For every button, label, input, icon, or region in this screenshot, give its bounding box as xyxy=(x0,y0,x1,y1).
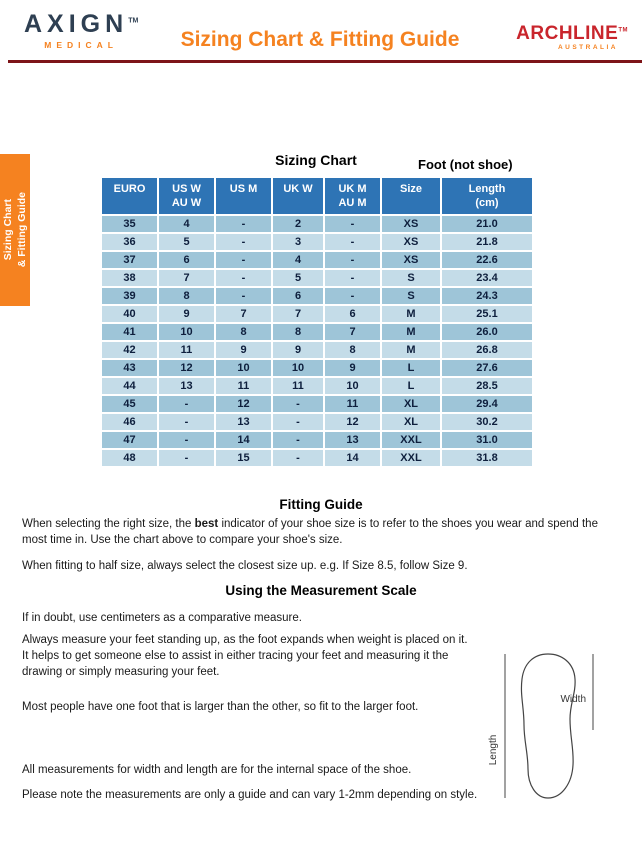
table-row xyxy=(101,359,533,377)
table-cell: - xyxy=(324,287,381,305)
table-cell: 47 xyxy=(101,431,158,449)
table-cell: 29.4 xyxy=(441,395,533,413)
side-tab xyxy=(0,154,30,306)
table-cell: 7 xyxy=(324,323,381,341)
table-cell: M xyxy=(381,305,441,323)
archline-wordmark: ARCHLINE xyxy=(516,23,619,44)
foot-measurement-diagram xyxy=(488,650,608,802)
table-row xyxy=(101,377,533,395)
table-cell: 36 xyxy=(101,233,158,251)
table-cell: 11 xyxy=(324,395,381,413)
axign-trademark: TM xyxy=(128,17,139,25)
column-header: Size xyxy=(381,177,441,215)
table-cell: - xyxy=(324,233,381,251)
table-cell: 11 xyxy=(272,377,324,395)
table-row xyxy=(101,449,533,467)
p1-bold-word: best xyxy=(194,518,219,530)
table-row xyxy=(101,341,533,359)
table-cell: - xyxy=(272,449,324,467)
side-tab-line-1: Sizing Chart xyxy=(1,199,14,261)
table-cell: 13 xyxy=(215,413,272,431)
table-cell: 22.6 xyxy=(441,251,533,269)
table-cell: - xyxy=(215,233,272,251)
column-header: Length (cm) xyxy=(441,177,533,215)
side-tab-label xyxy=(1,192,29,267)
measurement-paragraph-2: Always measure your feet standing up, as the foot expands when weight is placed on it. It helps to get someone else to assist in either tracing your feet and measuring it the drawing or simply measuring your feet. xyxy=(22,634,468,679)
table-cell: 42 xyxy=(101,341,158,359)
column-header: US M xyxy=(215,177,272,215)
table-cell: 27.6 xyxy=(441,359,533,377)
table-cell: 8 xyxy=(158,287,215,305)
table-cell: S xyxy=(381,287,441,305)
table-cell: 10 xyxy=(272,359,324,377)
table-cell: 31.0 xyxy=(441,431,533,449)
table-cell: 41 xyxy=(101,323,158,341)
table-row xyxy=(101,233,533,251)
archline-logo-subtext: AUSTRALIA xyxy=(557,44,618,51)
table-cell: XS xyxy=(381,251,441,269)
table-cell: - xyxy=(272,395,324,413)
sizing-table-header xyxy=(101,177,533,215)
p1-text-after: indicator of your shoe size is to refer to the shoes you wear and spend the most time in. Use the chart above to compare your shoe's size. xyxy=(22,518,598,547)
table-cell: 12 xyxy=(158,359,215,377)
table-cell: 8 xyxy=(272,323,324,341)
foot-not-shoe-note: Foot (not shoe) xyxy=(418,157,513,172)
table-cell: - xyxy=(215,251,272,269)
table-cell: 2 xyxy=(272,215,324,233)
table-cell: 9 xyxy=(272,341,324,359)
table-row xyxy=(101,251,533,269)
table-cell: 23.4 xyxy=(441,269,533,287)
table-cell: - xyxy=(324,269,381,287)
column-header: UK W xyxy=(272,177,324,215)
table-cell: 12 xyxy=(215,395,272,413)
table-cell: - xyxy=(272,431,324,449)
table-cell: 8 xyxy=(324,341,381,359)
table-cell: 45 xyxy=(101,395,158,413)
measurement-paragraph-5: Please note the measurements are only a guide and can vary 1-2mm depending on style. xyxy=(22,789,478,801)
table-cell: XS xyxy=(381,215,441,233)
table-cell: 7 xyxy=(272,305,324,323)
table-row xyxy=(101,287,533,305)
table-cell: 24.3 xyxy=(441,287,533,305)
table-cell: 38 xyxy=(101,269,158,287)
page-title: Sizing Chart & Fitting Guide xyxy=(180,28,460,51)
table-cell: - xyxy=(324,251,381,269)
side-tab-line-2: & Fitting Guide xyxy=(16,192,28,268)
table-cell: 9 xyxy=(324,359,381,377)
table-cell: - xyxy=(158,431,215,449)
table-cell: - xyxy=(158,449,215,467)
table-cell: 7 xyxy=(158,269,215,287)
axign-wordmark: AXIGN xyxy=(24,10,129,38)
table-cell: 21.8 xyxy=(441,233,533,251)
table-cell: 11 xyxy=(158,341,215,359)
measurement-paragraph-4: All measurements for width and length are for the internal space of the shoe. xyxy=(22,764,412,776)
fitting-guide-paragraph-1 xyxy=(22,516,622,548)
table-cell: - xyxy=(215,215,272,233)
table-cell: 15 xyxy=(215,449,272,467)
table-cell: - xyxy=(158,395,215,413)
axign-logo-subtext: MEDICAL xyxy=(44,40,119,50)
fitting-guide-paragraph-2: When fitting to half size, always select the closest size up. e.g. If Size 8.5, follow Size 9. xyxy=(22,560,468,572)
header-divider xyxy=(8,60,642,63)
archline-logo xyxy=(516,24,628,51)
table-cell: 43 xyxy=(101,359,158,377)
table-cell: XL xyxy=(381,413,441,431)
table-cell: 13 xyxy=(158,377,215,395)
sizing-table-body xyxy=(101,215,533,467)
table-cell: XS xyxy=(381,233,441,251)
archline-trademark: TM xyxy=(618,27,628,34)
table-cell: - xyxy=(324,215,381,233)
foot-outline xyxy=(521,654,575,798)
table-cell: L xyxy=(381,359,441,377)
table-cell: 5 xyxy=(158,233,215,251)
table-cell: 37 xyxy=(101,251,158,269)
foot-diagram-svg xyxy=(488,650,608,802)
table-cell: M xyxy=(381,323,441,341)
table-cell: 10 xyxy=(158,323,215,341)
table-cell: 48 xyxy=(101,449,158,467)
table-cell: - xyxy=(215,269,272,287)
table-cell: 25.1 xyxy=(441,305,533,323)
column-header: UK M AU M xyxy=(324,177,381,215)
width-label: Width xyxy=(560,694,586,705)
table-cell: 35 xyxy=(101,215,158,233)
table-cell: - xyxy=(215,287,272,305)
table-cell: 14 xyxy=(215,431,272,449)
table-cell: 6 xyxy=(324,305,381,323)
table-cell: 5 xyxy=(272,269,324,287)
table-cell: 31.8 xyxy=(441,449,533,467)
table-cell: 14 xyxy=(324,449,381,467)
table-cell: 11 xyxy=(215,377,272,395)
table-cell: 3 xyxy=(272,233,324,251)
column-header: EURO xyxy=(101,177,158,215)
table-cell: 4 xyxy=(158,215,215,233)
table-row xyxy=(101,413,533,431)
table-cell: 6 xyxy=(272,287,324,305)
table-cell: 39 xyxy=(101,287,158,305)
table-row xyxy=(101,305,533,323)
column-header: US W AU W xyxy=(158,177,215,215)
table-cell: 6 xyxy=(158,251,215,269)
table-row xyxy=(101,215,533,233)
table-cell: 46 xyxy=(101,413,158,431)
sizing-chart-title: Sizing Chart xyxy=(275,152,357,168)
table-row xyxy=(101,431,533,449)
table-row xyxy=(101,269,533,287)
table-cell: 26.0 xyxy=(441,323,533,341)
axign-logo-text xyxy=(24,12,138,37)
fitting-guide-title: Fitting Guide xyxy=(279,497,363,512)
table-row xyxy=(101,395,533,413)
p1-text-before: When selecting the right size, the xyxy=(22,518,195,530)
table-cell: 9 xyxy=(215,341,272,359)
table-cell: L xyxy=(381,377,441,395)
table-cell: 40 xyxy=(101,305,158,323)
table-cell: XXL xyxy=(381,431,441,449)
table-cell: 44 xyxy=(101,377,158,395)
table-cell: 30.2 xyxy=(441,413,533,431)
table-cell: 13 xyxy=(324,431,381,449)
table-cell: 7 xyxy=(215,305,272,323)
axign-logo xyxy=(24,12,138,50)
table-cell: 21.0 xyxy=(441,215,533,233)
table-cell: 9 xyxy=(158,305,215,323)
sizing-table xyxy=(100,176,534,468)
table-row xyxy=(101,323,533,341)
table-cell: XXL xyxy=(381,449,441,467)
table-cell: S xyxy=(381,269,441,287)
table-cell: 10 xyxy=(324,377,381,395)
table-cell: 4 xyxy=(272,251,324,269)
table-cell: XL xyxy=(381,395,441,413)
measurement-paragraph-3: Most people have one foot that is larger than the other, so fit to the larger foot. xyxy=(22,701,419,713)
table-cell: 12 xyxy=(324,413,381,431)
table-cell: 8 xyxy=(215,323,272,341)
table-cell: - xyxy=(272,413,324,431)
measurement-paragraph-1: If in doubt, use centimeters as a comparative measure. xyxy=(22,612,302,624)
table-cell: - xyxy=(158,413,215,431)
length-label: Length xyxy=(488,734,499,766)
table-cell: 10 xyxy=(215,359,272,377)
measurement-scale-title: Using the Measurement Scale xyxy=(225,583,417,598)
archline-logo-text xyxy=(516,24,628,43)
table-cell: M xyxy=(381,341,441,359)
table-cell: 26.8 xyxy=(441,341,533,359)
table-cell: 28.5 xyxy=(441,377,533,395)
